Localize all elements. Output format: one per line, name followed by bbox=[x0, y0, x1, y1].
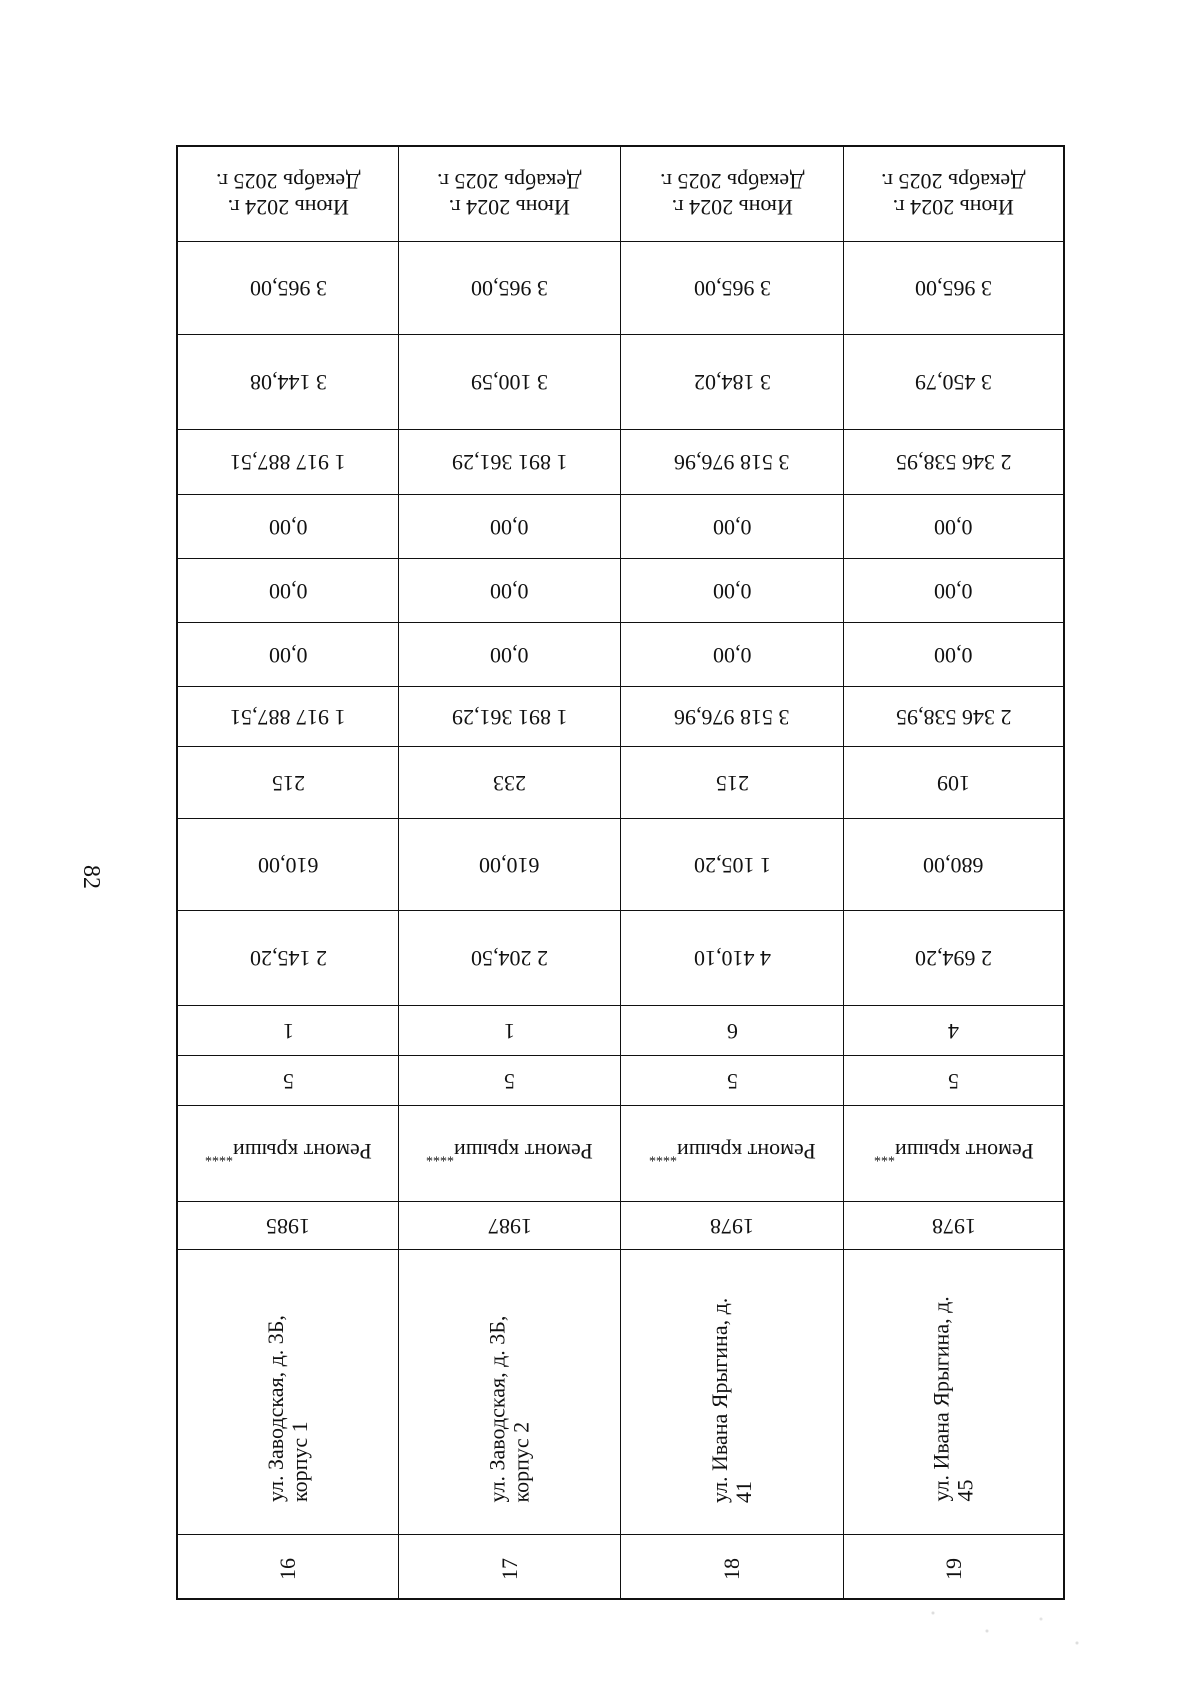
fund-owners-value: 1 891 361,29 bbox=[451, 704, 568, 730]
cell-fund-regional bbox=[178, 559, 398, 623]
cell-fund-local bbox=[621, 495, 843, 559]
cell-residents bbox=[844, 747, 1063, 819]
area-roof-value: 610,00 bbox=[257, 852, 319, 878]
address-line-1: ул. Ивана Ярыгина, д. 41 bbox=[707, 1297, 756, 1503]
unit-limit-value: 3 965,00 bbox=[693, 276, 771, 301]
cell-floors bbox=[844, 1056, 1063, 1106]
cell-area-roof bbox=[178, 819, 398, 911]
area-total-value: 2 204,50 bbox=[471, 946, 548, 971]
cell-floors bbox=[399, 1056, 620, 1106]
cell-area-roof bbox=[399, 819, 620, 911]
table-row bbox=[621, 147, 844, 1598]
cell-year bbox=[399, 1202, 620, 1250]
fund-federal-value: 0,00 bbox=[490, 642, 529, 668]
fund-regional-value: 0,00 bbox=[490, 578, 529, 604]
fund-regional-value: 0,00 bbox=[712, 578, 752, 604]
entrances-value: 6 bbox=[726, 1018, 738, 1044]
work-label: Ремонт крыши bbox=[454, 1139, 593, 1165]
cell-period bbox=[621, 147, 843, 242]
entrances-value: 4 bbox=[948, 1018, 959, 1044]
area-total-value: 4 410,10 bbox=[693, 946, 771, 971]
cell-fund-local bbox=[399, 495, 620, 559]
cell-residents bbox=[621, 747, 843, 819]
cell-floors bbox=[178, 1056, 398, 1106]
floors-value: 5 bbox=[504, 1068, 515, 1094]
address bbox=[930, 1283, 978, 1502]
address bbox=[264, 1282, 312, 1502]
unit-cost-value: 3 184,02 bbox=[693, 370, 771, 395]
cell-fund-owners bbox=[399, 687, 620, 747]
cell-fund-owners bbox=[844, 687, 1063, 747]
work-footnote-mark: *** bbox=[873, 1148, 895, 1164]
cell-entrances bbox=[399, 1006, 620, 1056]
cell-fund-federal bbox=[621, 623, 843, 687]
unit-cost-value: 3 100,59 bbox=[471, 370, 548, 395]
period-start: Июнь 2024 г. bbox=[448, 195, 571, 220]
cell-work bbox=[621, 1106, 843, 1202]
cell-residents bbox=[178, 747, 398, 819]
cell-unit-limit bbox=[844, 242, 1063, 335]
cell-area-total bbox=[399, 911, 620, 1006]
cell-unit-limit bbox=[399, 242, 620, 335]
row-number: 17 bbox=[496, 1557, 522, 1580]
cell-year bbox=[621, 1202, 843, 1250]
work-type bbox=[426, 1138, 593, 1168]
cell-period bbox=[844, 147, 1063, 242]
cell-address bbox=[621, 1250, 843, 1535]
fund-owners-value: 2 346 538,95 bbox=[895, 704, 1012, 730]
unit-limit-value: 3 965,00 bbox=[915, 276, 992, 301]
residents-value: 215 bbox=[715, 770, 749, 796]
address-line-2: корпус 2 bbox=[508, 1421, 534, 1503]
cell-address bbox=[844, 1250, 1063, 1535]
area-roof-value: 610,00 bbox=[479, 852, 540, 878]
works-table bbox=[176, 145, 1065, 1600]
cell-work bbox=[844, 1106, 1063, 1202]
address-line-1: ул. Заводская, д. 3Б, bbox=[263, 1315, 288, 1502]
fund-regional-value: 0,00 bbox=[268, 578, 308, 604]
period-end: Декабрь 2025 г. bbox=[881, 169, 1026, 194]
cell-fund-federal bbox=[178, 623, 398, 687]
cost-total-value: 3 518 976,96 bbox=[674, 450, 790, 475]
area-roof-value: 680,00 bbox=[923, 852, 984, 878]
cell-work bbox=[399, 1106, 620, 1202]
work-label: Ремонт крыши bbox=[894, 1139, 1034, 1165]
cell-unit-cost bbox=[178, 335, 398, 430]
page-number: 82 bbox=[78, 865, 104, 889]
work-type bbox=[874, 1138, 1034, 1168]
cell-row-number bbox=[178, 1535, 398, 1602]
year-value: 1978 bbox=[931, 1213, 976, 1239]
cell-year bbox=[844, 1202, 1063, 1250]
cell-unit-limit bbox=[621, 242, 843, 335]
cell-row-number bbox=[399, 1535, 620, 1602]
table-row bbox=[399, 147, 621, 1598]
cost-total-value: 1 917 887,51 bbox=[230, 450, 346, 475]
cell-fund-local bbox=[844, 495, 1063, 559]
cell-fund-local bbox=[178, 495, 398, 559]
scan-noise bbox=[915, 1595, 1095, 1655]
period-end: Декабрь 2025 г. bbox=[215, 169, 361, 194]
table-row bbox=[178, 147, 399, 1598]
period-start: Июнь 2024 г. bbox=[671, 195, 793, 220]
floors-value: 5 bbox=[282, 1068, 294, 1094]
cell-area-total bbox=[621, 911, 843, 1006]
table-row bbox=[844, 147, 1063, 1598]
cell-floors bbox=[621, 1056, 843, 1106]
address-line-1: ул. Заводская, д. 3Б, bbox=[484, 1315, 510, 1503]
cell-row-number bbox=[621, 1535, 843, 1602]
work-label: Ремонт крыши bbox=[676, 1139, 816, 1165]
cell-fund-federal bbox=[844, 623, 1063, 687]
cell-unit-limit bbox=[178, 242, 398, 335]
fund-federal-value: 0,00 bbox=[712, 642, 752, 668]
period-end: Декабрь 2025 г. bbox=[659, 169, 805, 194]
cell-cost-total bbox=[178, 430, 398, 495]
fund-local-value: 0,00 bbox=[712, 514, 752, 540]
fund-local-value: 0,00 bbox=[490, 514, 529, 540]
area-roof-value: 1 105,20 bbox=[693, 852, 771, 878]
unit-cost-value: 3 450,79 bbox=[915, 370, 992, 395]
cost-total-value: 2 346 538,95 bbox=[895, 450, 1012, 475]
cost-total-value: 1 891 361,29 bbox=[451, 450, 568, 475]
entrances-value: 1 bbox=[504, 1018, 515, 1044]
address bbox=[708, 1281, 756, 1503]
unit-limit-value: 3 965,00 bbox=[249, 276, 327, 301]
cell-fund-federal bbox=[399, 623, 620, 687]
area-total-value: 2 145,20 bbox=[249, 946, 327, 971]
unit-limit-value: 3 965,00 bbox=[471, 276, 548, 301]
entrances-value: 1 bbox=[282, 1018, 294, 1044]
work-footnote-mark: **** bbox=[204, 1148, 233, 1164]
residents-value: 233 bbox=[493, 770, 526, 796]
period-start: Июнь 2024 г. bbox=[892, 195, 1015, 220]
cell-fund-owners bbox=[178, 687, 398, 747]
fund-local-value: 0,00 bbox=[934, 514, 973, 540]
work-footnote-mark: **** bbox=[426, 1148, 455, 1164]
fund-local-value: 0,00 bbox=[268, 514, 308, 540]
cell-unit-cost bbox=[621, 335, 843, 430]
cell-year bbox=[178, 1202, 398, 1250]
row-number: 16 bbox=[275, 1557, 300, 1580]
address bbox=[486, 1282, 534, 1503]
work-type bbox=[205, 1138, 372, 1168]
cell-cost-total bbox=[621, 430, 843, 495]
cell-area-roof bbox=[844, 819, 1063, 911]
fund-federal-value: 0,00 bbox=[934, 642, 973, 668]
cell-area-total bbox=[178, 911, 398, 1006]
year-value: 1978 bbox=[710, 1213, 754, 1239]
row-number: 18 bbox=[719, 1557, 744, 1580]
cell-fund-owners bbox=[621, 687, 843, 747]
cell-fund-regional bbox=[399, 559, 620, 623]
cell-fund-regional bbox=[844, 559, 1063, 623]
cell-unit-cost bbox=[399, 335, 620, 430]
unit-cost-value: 3 144,08 bbox=[249, 370, 327, 395]
area-total-value: 2 694,20 bbox=[915, 946, 992, 971]
cell-address bbox=[178, 1250, 398, 1535]
cell-period bbox=[178, 147, 398, 242]
work-footnote-mark: **** bbox=[648, 1148, 677, 1164]
cell-area-roof bbox=[621, 819, 843, 911]
residents-value: 109 bbox=[937, 770, 970, 796]
cell-period bbox=[399, 147, 620, 242]
fund-federal-value: 0,00 bbox=[268, 642, 308, 668]
work-type bbox=[649, 1138, 816, 1168]
fund-owners-value: 3 518 976,96 bbox=[674, 704, 790, 730]
cell-row-number bbox=[844, 1535, 1063, 1602]
floors-value: 5 bbox=[948, 1068, 959, 1094]
year-value: 1985 bbox=[266, 1213, 310, 1239]
cell-entrances bbox=[621, 1006, 843, 1056]
floors-value: 5 bbox=[726, 1068, 738, 1094]
cell-address bbox=[399, 1250, 620, 1535]
fund-regional-value: 0,00 bbox=[934, 578, 973, 604]
residents-value: 215 bbox=[271, 770, 305, 796]
fund-owners-value: 1 917 887,51 bbox=[230, 704, 346, 730]
cell-residents bbox=[399, 747, 620, 819]
cell-work bbox=[178, 1106, 398, 1202]
year-value: 1987 bbox=[487, 1213, 532, 1239]
address-line-1: ул. Ивана Ярыгина, д. 45 bbox=[928, 1296, 978, 1502]
cell-fund-regional bbox=[621, 559, 843, 623]
work-label: Ремонт крыши bbox=[232, 1139, 372, 1165]
cell-entrances bbox=[844, 1006, 1063, 1056]
period-end: Декабрь 2025 г. bbox=[437, 169, 582, 194]
cell-cost-total bbox=[844, 430, 1063, 495]
address-line-2: корпус 1 bbox=[287, 1421, 312, 1502]
period-start: Июнь 2024 г. bbox=[227, 195, 349, 220]
row-number: 19 bbox=[940, 1557, 966, 1580]
cell-area-total bbox=[844, 911, 1063, 1006]
cell-cost-total bbox=[399, 430, 620, 495]
cell-unit-cost bbox=[844, 335, 1063, 430]
cell-entrances bbox=[178, 1006, 398, 1056]
